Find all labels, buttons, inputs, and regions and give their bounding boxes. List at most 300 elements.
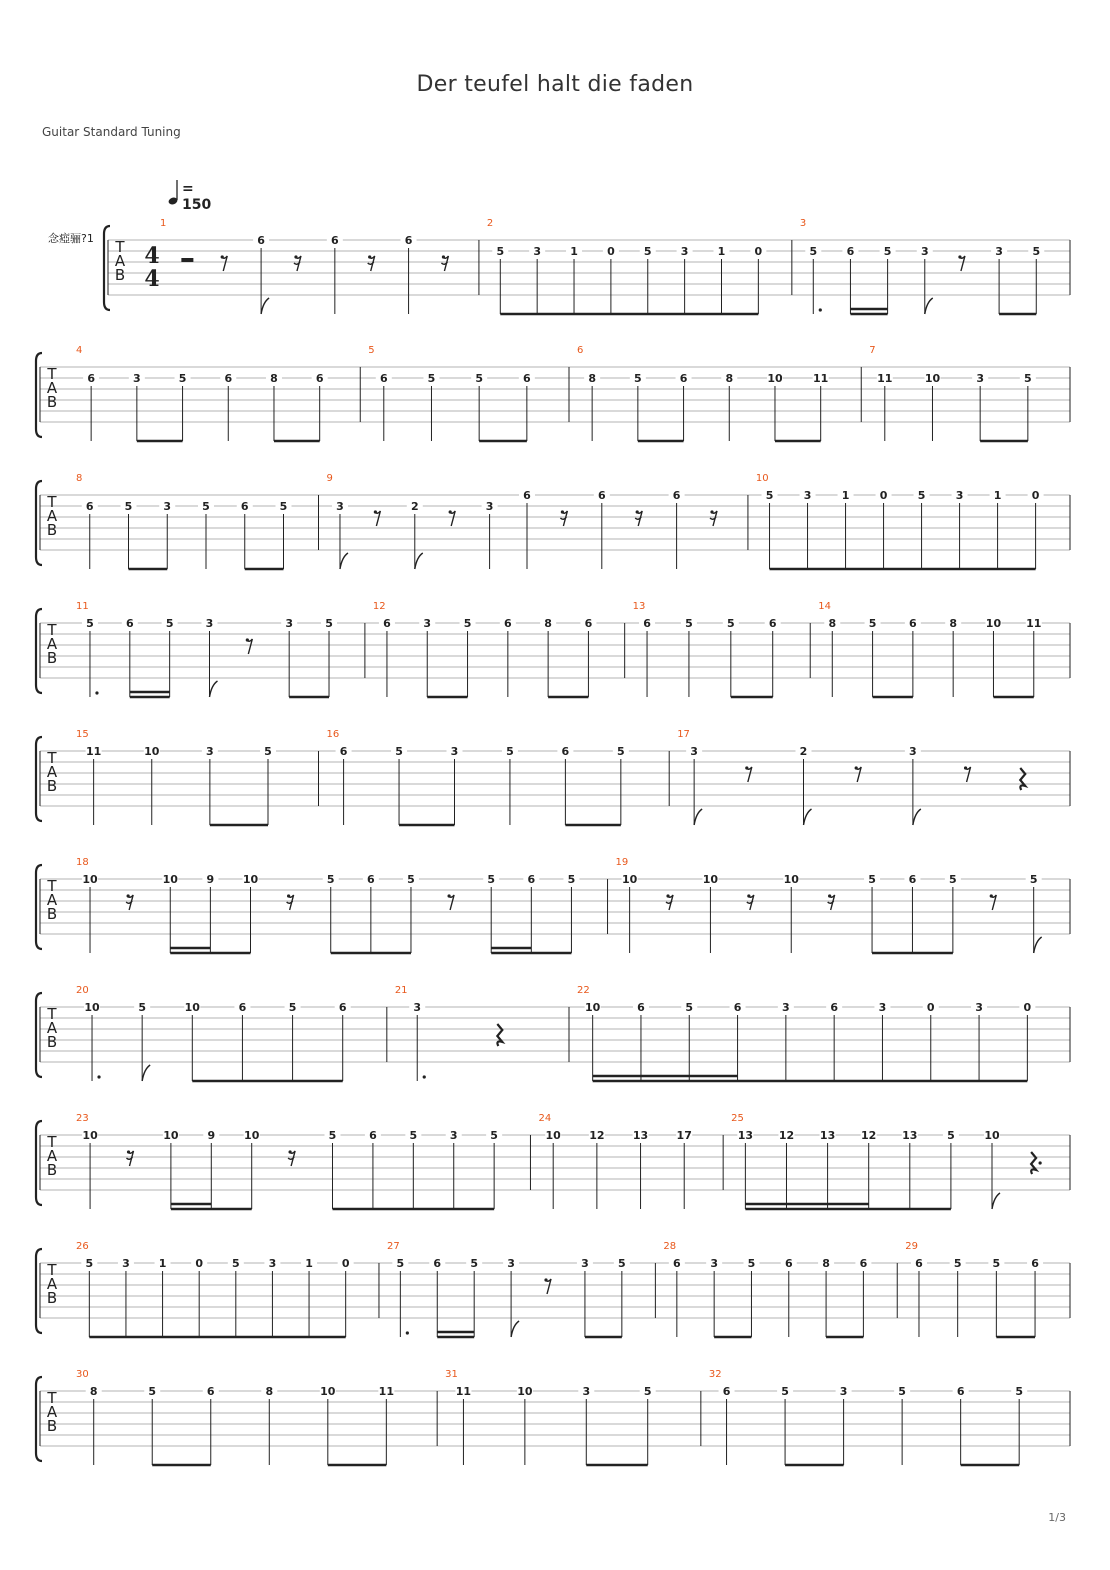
tab-clef-letter: A xyxy=(46,1019,58,1037)
fret-number: 13 xyxy=(819,1129,836,1142)
rest-head xyxy=(747,894,750,897)
tab-clef-letter: B xyxy=(46,777,58,795)
fret-number: 0 xyxy=(879,489,888,502)
measure-number: 14 xyxy=(818,601,831,612)
fret-number: 6 xyxy=(915,1257,923,1270)
rest-head xyxy=(374,510,377,513)
fret-number: 3 xyxy=(122,1257,130,1270)
fret-number: 17 xyxy=(676,1129,692,1142)
fret-number: 5 xyxy=(992,1257,1001,1270)
tab-clef-letter: T xyxy=(47,493,57,511)
fret-number: 6 xyxy=(369,1129,377,1142)
fret-number: 5 xyxy=(407,873,415,886)
fret-number: 11 xyxy=(813,372,829,385)
tab-clef-letter: A xyxy=(46,1147,58,1165)
duration-dot xyxy=(97,1075,100,1078)
fret-number: 6 xyxy=(125,617,134,630)
rest-head xyxy=(289,1150,292,1153)
fret-number: 5 xyxy=(279,500,288,513)
measure xyxy=(76,1369,394,1465)
tab-clef-letter: A xyxy=(46,1403,58,1421)
measure xyxy=(861,345,1036,441)
measure-number: 8 xyxy=(76,473,83,484)
tab-clef-letter: B xyxy=(46,905,58,923)
fret-number: 3 xyxy=(413,1001,422,1014)
measure xyxy=(76,473,292,569)
fret-number: 6 xyxy=(679,372,688,385)
tab-clef-letter: B xyxy=(46,1417,58,1435)
system-bracket xyxy=(104,226,110,310)
fret-number: 10 xyxy=(585,1001,601,1014)
fret-number: 5 xyxy=(148,1385,157,1398)
fret-number: 10 xyxy=(545,1129,561,1142)
rest-dot xyxy=(1039,1161,1042,1164)
measure xyxy=(625,601,781,697)
fret-number: 0 xyxy=(341,1257,350,1270)
note-flag xyxy=(694,809,702,825)
fret-number: 5 xyxy=(1032,245,1041,258)
rest-head xyxy=(964,766,967,769)
fret-number: 6 xyxy=(561,745,570,758)
measure-number: 10 xyxy=(755,473,769,484)
measure xyxy=(569,985,1035,1081)
fret-number: 3 xyxy=(955,489,964,502)
fret-number: 5 xyxy=(898,1385,906,1398)
tab-clef-letter: T xyxy=(47,1389,57,1407)
rest-head xyxy=(449,510,452,513)
rest-head xyxy=(221,255,224,258)
fret-number: 6 xyxy=(85,500,94,513)
fret-number: 5 xyxy=(868,873,876,886)
measure-number: 1 xyxy=(160,218,167,229)
track-name: 念瘂骊?1 xyxy=(48,232,94,245)
page-number: 1/3 xyxy=(1048,1511,1066,1524)
tab-clef-letter: A xyxy=(46,379,58,397)
measure-number: 13 xyxy=(632,601,646,612)
fret-number: 11 xyxy=(378,1385,394,1398)
rest-head xyxy=(442,255,445,258)
system-bracket xyxy=(36,609,42,693)
fret-number: 5 xyxy=(463,617,472,630)
fret-number: 10 xyxy=(985,617,1002,630)
fret-number: 5 xyxy=(685,617,693,630)
fret-number: 5 xyxy=(949,873,957,886)
fret-number: 1 xyxy=(717,245,726,258)
fret-number: 5 xyxy=(781,1385,789,1398)
fret-number: 6 xyxy=(846,245,855,258)
rest-head xyxy=(544,1278,547,1281)
fret-number: 10 xyxy=(517,1385,533,1398)
quarter-rest xyxy=(1031,1152,1036,1174)
fret-number: 8 xyxy=(544,617,552,630)
note-flag xyxy=(261,298,269,314)
fret-number: 5 xyxy=(747,1257,756,1270)
measure-number: 31 xyxy=(445,1369,458,1380)
rest-head xyxy=(447,894,450,897)
fret-number: 0 xyxy=(1031,489,1040,502)
rest-head xyxy=(246,638,249,641)
fret-number: 6 xyxy=(784,1257,793,1270)
note-flag xyxy=(992,1193,1000,1209)
system-bracket xyxy=(36,993,42,1077)
measure-number: 5 xyxy=(368,345,375,356)
fret-number: 1 xyxy=(158,1257,167,1270)
fret-number: 6 xyxy=(672,489,681,502)
measure-number: 24 xyxy=(538,1113,552,1124)
fret-number: 6 xyxy=(909,617,917,630)
fret-number: 8 xyxy=(270,372,278,385)
system-bracket xyxy=(36,737,42,821)
note-flag xyxy=(913,809,921,825)
fret-number: 5 xyxy=(506,745,514,758)
tab-clef-letter: B xyxy=(114,266,126,284)
measure-number: 28 xyxy=(663,1241,677,1252)
fret-number: 8 xyxy=(588,372,596,385)
fret-number: 0 xyxy=(754,245,763,258)
fret-number: 13 xyxy=(632,1129,649,1142)
note-flag xyxy=(511,1321,519,1337)
fret-number: 12 xyxy=(778,1129,795,1142)
note-flag xyxy=(804,809,812,825)
rest-head xyxy=(368,255,371,258)
fret-number: 0 xyxy=(607,245,615,258)
measure-number: 32 xyxy=(708,1369,722,1380)
note-flag xyxy=(925,298,933,314)
fret-number: 3 xyxy=(995,245,1003,258)
tab-system xyxy=(104,218,1070,314)
fret-number: 10 xyxy=(163,1129,179,1142)
fret-number: 10 xyxy=(82,873,98,886)
fret-number: 6 xyxy=(722,1385,731,1398)
fret-number: 5 xyxy=(809,245,818,258)
measure xyxy=(723,1113,1042,1209)
fret-number: 5 xyxy=(953,1257,962,1270)
fret-number: 10 xyxy=(144,745,160,758)
fret-number: 6 xyxy=(338,1001,347,1014)
fret-number: 1 xyxy=(841,489,850,502)
measure-number: 29 xyxy=(905,1241,918,1252)
measure-number: 30 xyxy=(76,1369,89,1380)
fret-number: 10 xyxy=(242,873,259,886)
fret-number: 10 xyxy=(702,873,719,886)
fret-number: 6 xyxy=(87,372,95,385)
note-flag xyxy=(415,553,423,569)
fret-number: 6 xyxy=(433,1257,442,1270)
fret-number: 6 xyxy=(584,617,593,630)
measure xyxy=(76,857,579,953)
fret-number: 6 xyxy=(404,234,413,247)
measure-number: 17 xyxy=(677,729,690,740)
fret-number: 6 xyxy=(523,372,531,385)
tab-clef-letter: T xyxy=(47,1261,57,1279)
fret-number: 6 xyxy=(643,617,651,630)
fret-number: 10 xyxy=(767,372,783,385)
rest-head xyxy=(127,894,130,897)
fret-number: 5 xyxy=(178,372,187,385)
duration-dot xyxy=(819,308,822,311)
fret-number: 0 xyxy=(926,1001,935,1014)
system-bracket xyxy=(36,1249,42,1333)
duration-dot xyxy=(423,1075,426,1078)
measure xyxy=(608,857,1042,953)
tab-clef-letter: T xyxy=(115,238,125,256)
measure-number: 12 xyxy=(372,601,386,612)
fret-number: 6 xyxy=(206,1385,215,1398)
tab-clef-letter: A xyxy=(46,763,58,781)
fret-number: 5 xyxy=(138,1001,146,1014)
fret-number: 8 xyxy=(822,1257,830,1270)
measure xyxy=(569,345,829,441)
rest-head xyxy=(990,894,993,897)
measure-number: 6 xyxy=(577,345,584,356)
tab-clef-letter: A xyxy=(114,252,126,270)
fret-number: 3 xyxy=(450,745,459,758)
fret-number: 5 xyxy=(1024,372,1032,385)
fret-number: 6 xyxy=(367,873,375,886)
fret-number: 5 xyxy=(617,745,625,758)
fret-number: 6 xyxy=(504,617,512,630)
fret-number: 6 xyxy=(830,1001,838,1014)
fret-number: 5 xyxy=(85,1257,94,1270)
fret-number: 11 xyxy=(85,745,102,758)
fret-number: 3 xyxy=(533,245,541,258)
fret-number: 5 xyxy=(165,617,174,630)
measure xyxy=(387,985,503,1081)
fret-number: 5 xyxy=(427,372,436,385)
fret-number: 11 xyxy=(877,372,893,385)
fret-number: 6 xyxy=(1031,1257,1039,1270)
measure xyxy=(701,1369,1027,1465)
tab-clef-letter: B xyxy=(46,521,58,539)
system-bracket xyxy=(36,865,42,949)
measure-number: 15 xyxy=(76,729,89,740)
rest-head xyxy=(666,894,669,897)
fret-number: 5 xyxy=(409,1129,418,1142)
fret-number: 5 xyxy=(567,873,576,886)
fret-number: 1 xyxy=(570,245,578,258)
tempo-value: = 150 xyxy=(182,181,212,213)
fret-number: 6 xyxy=(859,1257,868,1270)
fret-number: 3 xyxy=(839,1385,848,1398)
tab-system xyxy=(36,1113,1070,1209)
fret-number: 1 xyxy=(993,489,1002,502)
measure-number: 25 xyxy=(731,1113,744,1124)
fret-number: 5 xyxy=(475,372,483,385)
measure xyxy=(319,473,718,569)
measure-number: 16 xyxy=(326,729,340,740)
fret-number: 5 xyxy=(86,617,94,630)
fret-number: 10 xyxy=(162,873,178,886)
rest-head xyxy=(294,255,297,258)
system-bracket xyxy=(36,353,42,437)
fret-number: 5 xyxy=(1029,873,1038,886)
fret-number: 1 xyxy=(305,1257,313,1270)
time-signature-numerator: 4 xyxy=(144,243,160,269)
fret-number: 0 xyxy=(1023,1001,1032,1014)
rest-head xyxy=(828,894,831,897)
note-flag xyxy=(340,553,348,569)
fret-number: 3 xyxy=(336,500,344,513)
measure-number: 3 xyxy=(799,218,807,229)
tuning-label: Guitar Standard Tuning xyxy=(42,125,181,139)
system-bracket xyxy=(36,1121,42,1205)
rest-head xyxy=(636,510,639,513)
measure xyxy=(360,345,535,441)
fret-number: 3 xyxy=(133,372,141,385)
fret-number: 3 xyxy=(449,1129,458,1142)
fret-number: 10 xyxy=(320,1385,336,1398)
fret-number: 3 xyxy=(206,745,214,758)
fret-number: 3 xyxy=(975,1001,983,1014)
fret-number: 5 xyxy=(396,1257,405,1270)
tab-clef-letter: A xyxy=(46,891,58,909)
fret-number: 0 xyxy=(195,1257,204,1270)
rest-head xyxy=(287,894,290,897)
measure xyxy=(76,729,276,825)
fret-number: 5 xyxy=(917,489,926,502)
fret-number: 6 xyxy=(331,234,339,247)
tab-system xyxy=(36,1369,1070,1465)
fret-number: 6 xyxy=(224,372,233,385)
measure-number: 19 xyxy=(615,857,629,868)
fret-number: 8 xyxy=(828,617,837,630)
rest-head xyxy=(127,1150,130,1153)
note-flag xyxy=(1034,937,1042,953)
tab-clef-letter: B xyxy=(46,1161,58,1179)
tab-clef-letter: A xyxy=(46,635,58,653)
tab-system xyxy=(36,857,1070,953)
fret-number: 11 xyxy=(1026,617,1042,630)
measure xyxy=(160,218,448,314)
quarter-rest xyxy=(497,1024,502,1046)
rest-head xyxy=(958,255,961,258)
measure xyxy=(379,1241,630,1337)
measure-number: 18 xyxy=(76,857,89,868)
tab-clef-letter: T xyxy=(47,749,57,767)
measure-number: 4 xyxy=(76,345,83,356)
measure-number: 22 xyxy=(577,985,590,996)
measure-number: 9 xyxy=(326,473,333,484)
fret-number: 3 xyxy=(485,500,494,513)
time-signature-denominator: 4 xyxy=(144,266,160,292)
song-title: Der teufel halt die faden xyxy=(416,72,694,97)
fret-number: 8 xyxy=(265,1385,274,1398)
measure xyxy=(365,601,597,697)
fret-number: 5 xyxy=(496,245,505,258)
fret-number: 5 xyxy=(124,500,133,513)
fret-number: 5 xyxy=(326,873,335,886)
fret-number: 5 xyxy=(264,745,272,758)
fret-number: 5 xyxy=(643,245,652,258)
fret-number: 10 xyxy=(84,1001,100,1014)
measure-number: 2 xyxy=(486,218,494,229)
fret-number: 10 xyxy=(244,1129,260,1142)
fret-number: 5 xyxy=(643,1385,652,1398)
fret-number: 3 xyxy=(581,1257,589,1270)
tab-clef-letter: A xyxy=(46,1275,58,1293)
tab-system xyxy=(36,1241,1070,1337)
rest-head xyxy=(745,766,748,769)
fret-number: 6 xyxy=(527,873,536,886)
fret-number: 6 xyxy=(768,617,777,630)
fret-number: 9 xyxy=(206,873,215,886)
tab-system xyxy=(36,473,1070,569)
fret-number: 3 xyxy=(163,500,172,513)
fret-number: 13 xyxy=(737,1129,754,1142)
fret-number: 13 xyxy=(902,1129,918,1142)
fret-number: 6 xyxy=(523,489,531,502)
fret-number: 5 xyxy=(685,1001,694,1014)
fret-number: 2 xyxy=(410,500,419,513)
fret-number: 6 xyxy=(379,372,388,385)
fret-number: 6 xyxy=(257,234,265,247)
measure xyxy=(792,218,1044,314)
fret-number: 6 xyxy=(733,1001,742,1014)
tab-system xyxy=(36,729,1070,825)
fret-number: 6 xyxy=(315,372,324,385)
fret-number: 3 xyxy=(582,1385,591,1398)
fret-number: 3 xyxy=(268,1257,277,1270)
rest-head xyxy=(561,510,564,513)
fret-number: 3 xyxy=(205,617,214,630)
measure xyxy=(76,345,328,441)
fret-number: 8 xyxy=(89,1385,98,1398)
fret-number: 5 xyxy=(947,1129,955,1142)
measure xyxy=(810,601,1042,697)
fret-number: 10 xyxy=(924,372,941,385)
measure xyxy=(76,601,337,697)
fret-number: 3 xyxy=(285,617,294,630)
fret-number: 3 xyxy=(690,745,698,758)
fret-number: 3 xyxy=(423,617,432,630)
fret-number: 3 xyxy=(878,1001,887,1014)
half-rest xyxy=(181,258,193,262)
measure-number: 23 xyxy=(76,1113,89,1124)
fret-number: 10 xyxy=(621,873,638,886)
fret-number: 5 xyxy=(231,1257,240,1270)
fret-number: 5 xyxy=(487,873,496,886)
fret-number: 5 xyxy=(726,617,735,630)
fret-number: 5 xyxy=(288,1001,297,1014)
tab-system xyxy=(36,345,1070,441)
fret-number: 10 xyxy=(783,873,799,886)
note-flag xyxy=(209,681,217,697)
measure xyxy=(76,1241,354,1337)
tab-clef-letter: T xyxy=(47,621,57,639)
measure xyxy=(479,218,766,314)
measure xyxy=(897,1241,1043,1337)
measure xyxy=(530,1113,692,1209)
measure xyxy=(655,1241,871,1337)
measure-number: 26 xyxy=(76,1241,89,1252)
measure-number: 20 xyxy=(76,985,89,996)
fret-number: 5 xyxy=(490,1129,498,1142)
tab-clef-letter: T xyxy=(47,365,57,383)
fret-number: 9 xyxy=(207,1129,216,1142)
fret-number: 6 xyxy=(637,1001,645,1014)
tab-clef-letter: B xyxy=(46,649,58,667)
fret-number: 3 xyxy=(782,1001,790,1014)
fret-number: 3 xyxy=(507,1257,515,1270)
fret-number: 10 xyxy=(184,1001,200,1014)
tab-clef-letter: T xyxy=(47,877,57,895)
duration-dot xyxy=(95,691,98,694)
system-bracket xyxy=(36,481,42,565)
fret-number: 6 xyxy=(908,873,917,886)
measure xyxy=(669,729,1025,825)
measure xyxy=(748,473,1044,569)
fret-number: 3 xyxy=(976,372,984,385)
